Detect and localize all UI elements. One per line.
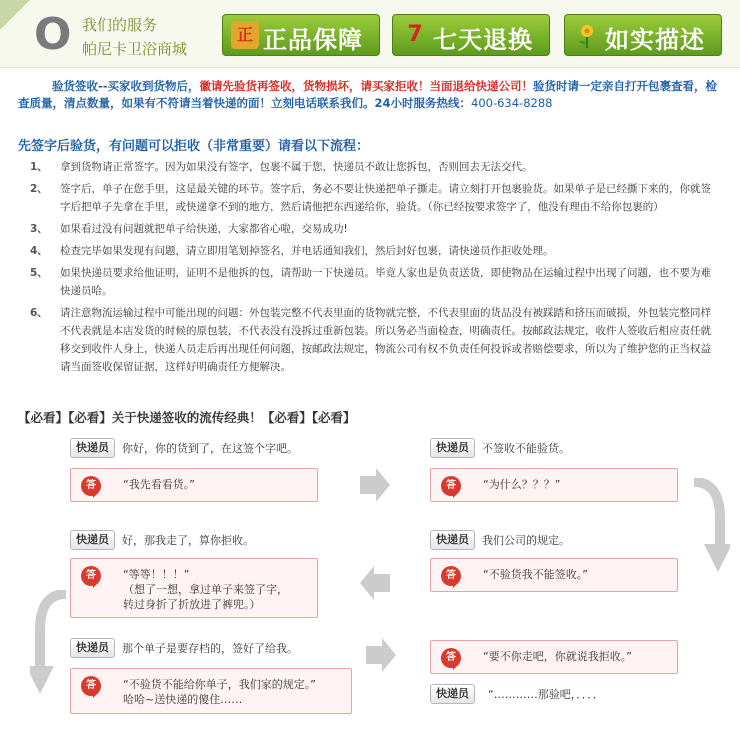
courier-line: 那个单子是要存档的，签好了给我。 [122, 642, 298, 655]
step-number: 3、 [30, 223, 48, 235]
hotline-number: 400-634-8288 [471, 96, 553, 110]
badge-seven-day-label: 七天退换 [433, 26, 533, 54]
dialogue-section-title: 【必看】【必看】关于快递签收的流传经典！【必看】【必看】 [18, 410, 356, 425]
courier-tag: 快递员 [430, 530, 475, 550]
flow-arrow-curve-left-icon [30, 590, 70, 700]
process-subtitle: 先签字后验货，有问题可以拒收（非常重要）请看以下流程： [18, 139, 370, 154]
courier-line: 不签收不能验货。 [482, 442, 570, 455]
reply-icon: 答 [441, 476, 461, 496]
courier-tag: 快递员 [430, 438, 475, 458]
reply-icon: 答 [441, 566, 461, 586]
step-text: 如果快递员要求给他证明，证明不是他拆的包，请帮助一下快递员。毕竟人家也是负责送货，即使物品在运输过程中出现了问题，也不要为难快递员哈。 [60, 267, 711, 297]
step-item [30, 242, 720, 260]
step-text: 请注意物流运输过程中可能出现的问题：外包装完整不代表里面的货物就完整，不代表里面的货品没有被踩踏和挤压而破损，外包装完整同样不代表就是本店发货的时候的原包装，不代表没有没拆过重新包装。所以务必当面检查，明确责任。按邮政法规定，收件人签收后相应责任就移交到收件人身上，快递人员走后再出现任何问题，按邮政法规定，物流公司有权不负责任何投诉或者赔偿要求，所以为了维护您的正当权益请当面签收保留证据，这样好明确责任方便解决。 [60, 307, 711, 373]
intro-paragraph [18, 78, 724, 112]
step-item [30, 180, 720, 216]
step-item [30, 158, 720, 176]
step-item [30, 220, 720, 238]
logo-letter: O [34, 9, 72, 60]
flower-icon [573, 21, 601, 49]
step-number: 5、 [30, 267, 48, 279]
services-header [0, 0, 740, 68]
courier-line: 我们公司的规定。 [482, 534, 570, 547]
flow-arrow-right-icon [364, 636, 398, 674]
badge-genuine [222, 14, 380, 56]
step-text: 拿到货物请正常签字。因为如果没有签字，包裹不属于您，快递员不敢让您拆包，否则回去无法交代。 [60, 161, 533, 173]
courier-line: “…………那验吧，．．．． [488, 688, 604, 701]
courier-tag: 快递员 [70, 438, 115, 458]
intro-part3: 验货时请一定亲自打开包裹查看，检查质量，清点数量，如果有不符请当着快递的面！立刻电话联系我们。24小时服务热线： [18, 79, 718, 110]
courier-line: 好，那我走了，算你拒收。 [122, 534, 254, 547]
reply-line: “要不你走吧，你就说我拒收。” [483, 650, 632, 663]
reply-icon: 答 [441, 648, 461, 668]
step-number: 6、 [30, 307, 48, 319]
reply-icon: 答 [81, 476, 101, 496]
reply-line: “不验货不能给你单子，我们家的规定。” 哈哈~送快递的傻住…… [123, 678, 316, 706]
reply-icon: 答 [81, 566, 101, 586]
reply-box [430, 558, 678, 592]
step-text: 检查完毕如果发现有问题，请立即用笔划掉签名，并电话通知我们，然后封好包裹，请快递员作拒收处理。 [60, 245, 554, 257]
badge-seven-day-return [392, 14, 550, 56]
step-item [30, 264, 720, 300]
header-corner-decoration [0, 0, 30, 30]
badge-accurate-description [564, 14, 722, 56]
courier-line: 你好，你的货到了，在这签个字吧。 [122, 442, 298, 455]
reply-icon: 答 [81, 676, 101, 696]
reply-line: “等等！！！” （想了一想，拿过单子来签了字， 转过身折了折放进了裤兜。） [123, 568, 288, 611]
steps-list [30, 158, 720, 380]
step-item [30, 304, 720, 376]
courier-tag: 快递员 [430, 684, 475, 704]
reply-line: “为什么？？？” [483, 478, 561, 491]
step-number: 2、 [30, 183, 48, 195]
intro-part1: 验货签收--买家收到货物后， [52, 79, 200, 93]
courier-tag: 快递员 [70, 530, 115, 550]
reply-line: “不验货我不能签收。” [483, 568, 588, 581]
reply-line: “我先看看货。” [123, 478, 195, 491]
badge-accurate-label: 如实描述 [605, 26, 705, 54]
reply-box [70, 668, 352, 714]
courier-tag: 快递员 [70, 638, 115, 658]
reply-box [70, 558, 318, 618]
flow-arrow-left-icon [358, 564, 392, 602]
step-number: 1、 [30, 161, 48, 173]
seven-day-icon: 7 [407, 22, 423, 47]
intro-warning: 徽请先验货再签收，货物损坏，请买家拒收！当面退给快递公司！ [199, 79, 534, 93]
reply-box [70, 468, 318, 502]
step-number: 4、 [30, 245, 48, 257]
flow-arrow-curve-right-icon [690, 478, 730, 578]
step-text: 签字后，单子在您手里，这是最关键的环节。签字后，务必不要让快递把单子撕走。请立刻打开包裹验货。如果单子是已经撕下来的，你就签字后把单子先拿在手里，或快递拿不到的地方，然后请他把东西递给你，验货。（你已经按要求签字了，他没有理由不给你包裹的） [60, 183, 711, 213]
genuine-seal-icon: 正 [231, 21, 259, 49]
reply-box [430, 468, 678, 502]
brand-line1: 我们的服务 [82, 16, 158, 34]
step-text: 如果看过没有问题就把单子给快递，大家都省心啦，交易成功! [60, 223, 348, 235]
reply-box [430, 640, 678, 674]
flow-arrow-right-icon [358, 466, 392, 504]
brand-line2: 帕尼卡卫浴商城 [82, 40, 188, 58]
badge-genuine-label: 正品保障 [263, 26, 363, 54]
